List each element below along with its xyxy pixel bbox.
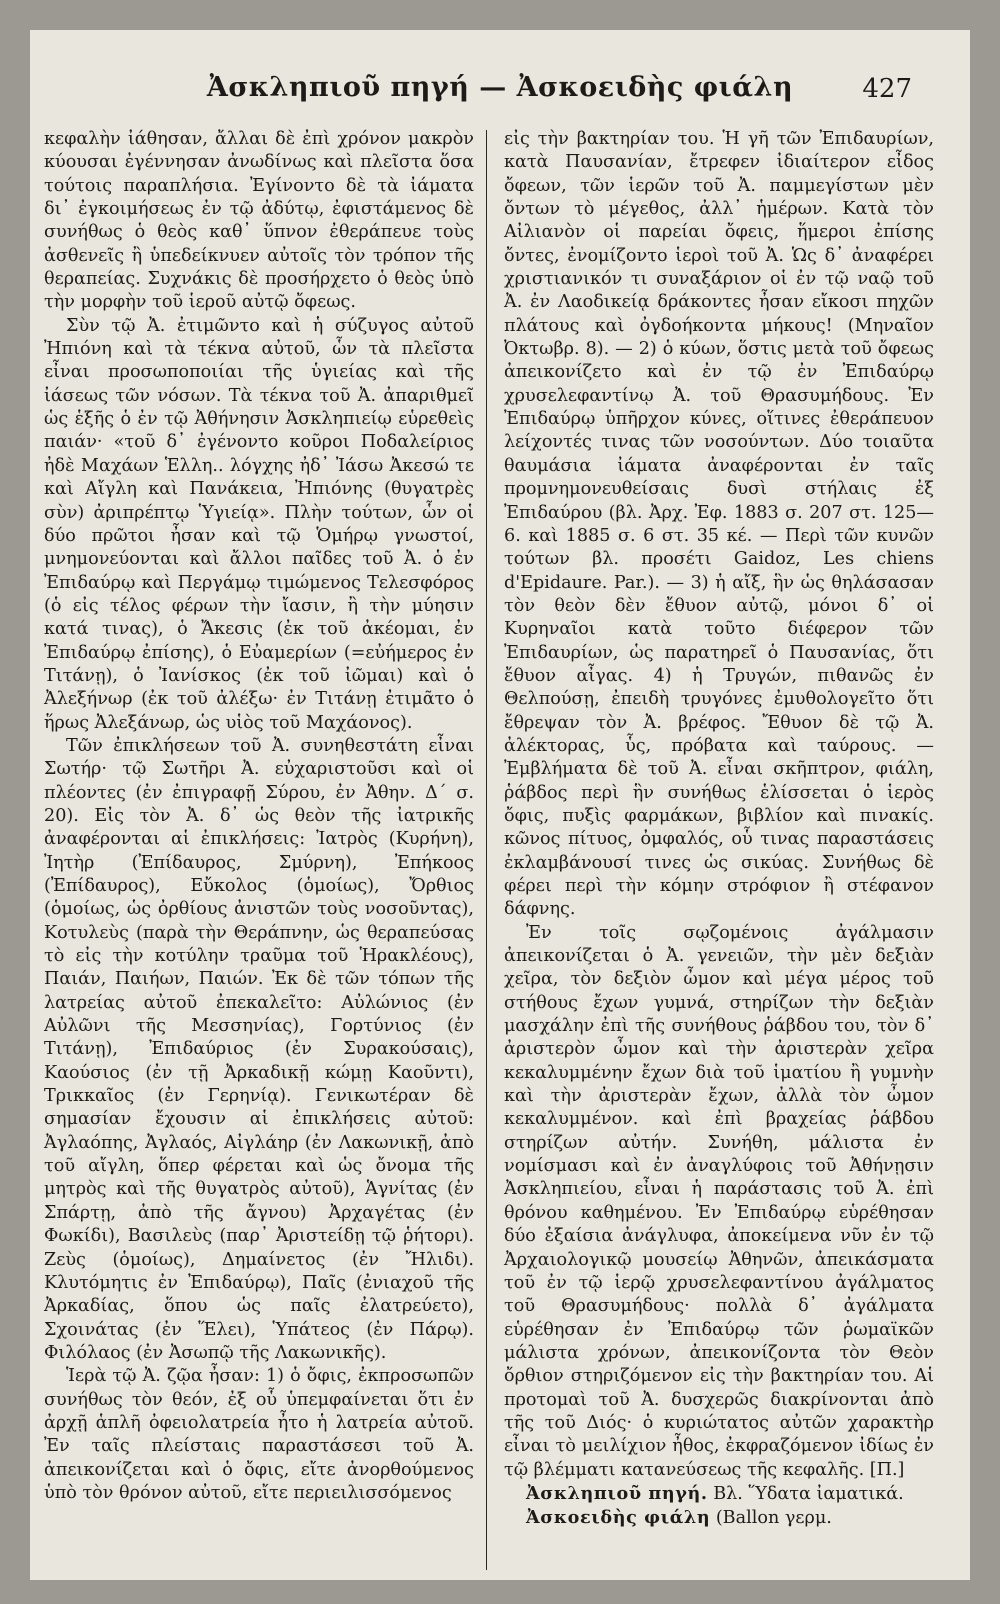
- running-title: Ἀσκληπιοῦ πηγή — Ἀσκοειδὴς φιάλη: [206, 72, 794, 103]
- paragraph: Σὺν τῷ Ἀ. ἐτιμῶντο καὶ ἡ σύζυγος αὐτοῦ Ἠπιόνη καὶ τὰ τέκνα αὐτοῦ, ὧν τὰ πλεῖστα εἶναι προσωποποιίαι τῆς ὑγιείας καὶ τῆς ἰάσεως τῶν νόσων. Τὰ τέκνα τοῦ Ἀ. ἀπαριθμεῖ ὡς ἑξῆς ὁ ἐν τῷ Ἀθήνησιν Ἀσκληπιείῳ εὑρεθεὶς παιάν· «τοῦ δ᾽ ἐγένοντο κοῦροι Ποδαλείριος ἠδὲ Μαχάων Ἑλλη.. λόγχης ἠδ᾽ Ἰάσω Ἀκεσώ τε καὶ Αἴγλη καὶ Πανάκεια, Ἠπιόνης (θυγατρὲς σὺν) ἀριπρέπτῳ Ὑγιείᾳ». Πλὴν τούτων, ὧν οἱ δύο πρῶτοι ἦσαν καὶ τῷ Ὁμήρῳ γνωστοί, μνημονεύονται καὶ ἄλλοι παῖδες τοῦ Ἀ. ὁ ἐν Ἐπιδαύρῳ καὶ Περγάμῳ τιμώμενος Τελεσφόρος (ὁ εἰς τέλος φέρων τὴν ἴασιν, ἢ τὴν μύησιν κατά τινας), ὁ Ἄκεσις (ἐκ τοῦ ἀκέομαι, ἐν Ἐπιδαύρῳ ἐπίσης), ὁ Εὐαμερίων (=εὐήμερος ἐν Τιτάνῃ), ὁ Ἰανίσκος (ἐκ τοῦ ἰῶμαι) καὶ ὁ Ἀλεξήνωρ (ἐκ τοῦ ἀλέξω· ἐν Τιτάνῃ ἐτιμᾶτο ὁ ἥρως Ἀλεξάνωρ, ὡς υἱὸς τοῦ Μαχάονος).: [44, 315, 474, 733]
- column-divider: [486, 130, 487, 1570]
- entry-body: Βλ. Ὕδατα ἰαματικά.: [713, 1483, 904, 1504]
- right-column: [504, 128, 934, 1531]
- entry-headword: Ἀσκοειδὴς φιάλη: [526, 1507, 711, 1529]
- book-page: [30, 30, 970, 1580]
- left-column: [44, 128, 474, 1505]
- entry-body: (Ballon γερμ.: [715, 1508, 832, 1529]
- paragraph: κεφαλὴν ἰάθησαν, ἄλλαι δὲ ἐπὶ χρόνον μακρὸν κύουσαι ἐγέννησαν ἀνωδίνως καὶ πλεῖστα ὅσα τούτοις παραπλήσια. Ἐγίνοντο δὲ τὰ ἰάματα δι᾽ ἐγκοιμήσεως ἐν τῷ ἀδύτῳ, ἐφιστάμενος δὲ συνήθως ὁ θεὸς καθ᾽ ὕπνον ἐθεράπευε τοὺς ἀσθενεῖς ἢ ὑπεδείκνυεν αὐτοῖς τὸν τρόπον τῆς θεραπείας. Συχνάκις δὲ προσήρχετο ὁ θεὸς ὑπὸ τὴν μορφὴν τοῦ ἱεροῦ αὐτῷ ὄφεως.: [44, 129, 474, 313]
- paragraph: Ἐν τοῖς σῳζομένοις ἀγάλμασιν ἀπεικονίζεται ὁ Ἀ. γενειῶν, τὴν μὲν δεξιὰν χεῖρα, τὸν δεξιὸν ὦμον καὶ μέγα μέρος τοῦ στήθους ἔχων γυμνά, στηρίζων τὴν δεξιὰν μασχάλην ἐπὶ τῆς συνήθους ῥάβδου του, τὸν δ᾽ ἀριστερὸν ὦμον καὶ τὴν ἀριστερὰν χεῖρα κεκαλυμμένην ἔχων διὰ τοῦ ἱματίου ἢ γυμνὴν καὶ τὴν ἀριστερὰν ἔχων, ἀλλὰ τὸν ὦμον κεκαλυμμένον. καὶ ἐπὶ βραχείας ῥάβδου στηρίζων αὐτήν. Συνήθη, μάλιστα ἐν νομίσμασι καὶ ἐν ἀναγλύφοις τοῦ Ἀθήνῃσιν Ἀσκληπιείου, εἶναι ἡ παράστασις τοῦ Ἀ. ἐπὶ θρόνου καθημένου. Ἐν Ἐπιδαύρῳ εὑρέθησαν δύο ἐξαίσια ἀνάγλυφα, ἀποκείμενα νῦν ἐν τῷ Ἀρχαιολογικῷ μουσείῳ Ἀθηνῶν, ἀπεικάσματα τοῦ ἐν τῷ ἱερῷ χρυσελεφαντίνου ἀγάλματος τοῦ Θρασυμήδους· πολλὰ δ᾽ ἀγάλματα εὑρέθησαν ἐν Ἐπιδαύρῳ τῶν ῥωμαϊκῶν μάλιστα χρόνων, ἀπεικονίζοντα τὸν Θεὸν ὄρθιον στηριζόμενον εἰς τὴν βακτηρίαν του. Αἱ προτομαὶ τοῦ Ἀ. δυσχερῶς διακρίνονται ἀπὸ τῆς τοῦ Διός· ὁ κυριώτατος αὐτῶν χαρακτὴρ εἶναι τὸ μειλίχιον ἦθος, ἐκφραζόμενον ἰδίως ἐν τῷ βλέμματι κατανεύσεως τῆς κεφαλῆς. [Π.]: [504, 922, 934, 1480]
- paragraph: εἰς τὴν βακτηρίαν του. Ἡ γῆ τῶν Ἐπιδαυρίων, κατὰ Παυσανίαν, ἔτρεφεν ἰδιαίτερον εἶδος ὄφεων, τῶν ἱερῶν τοῦ Ἀ. παμμεγίστων μὲν ὄντων τὸ μέγεθος, ἀλλ᾽ ἡμέρων. Κατὰ τὸν Αἰλιανὸν οἱ παρείαι ὄφεις, ἥμεροι ἐπίσης ὄντες, ἐνομίζοντο ἱεροὶ τοῦ Ἀ. Ὡς δ᾽ ἀναφέρει χριστιανικόν τι συναξάριον οἱ ἐν τῷ ναῷ τοῦ Ἀ. ἐν Λαοδικείᾳ δράκοντες ἦσαν εἴκοσι πηχῶν πλάτους καὶ ὀγδοήκοντα μήκους! (Μηναῖον Ὀκτωβρ. 8). — 2) ὁ κύων, ὅστις μετὰ τοῦ ὄφεως ἀπεικονίζετο καὶ ἐν τῷ ἐν Ἐπιδαύρῳ χρυσελεφαντίνῳ Ἀ. τοῦ Θρασυμήδους. Ἐν Ἐπιδαύρῳ ὑπῆρχον κύνες, οἵτινες ἐθεράπευον λείχοντές τινας τῶν νοσούντων. Δύο τοιαῦτα θαυμάσια ἰάματα ἀναφέρονται ἐν ταῖς προμνημονευθείσαις δυσὶ στήλαις ἐξ Ἐπιδαύρου (βλ. Ἀρχ. Ἐφ. 1883 σ. 207 στ. 125—6. καὶ 1885 σ. 6 στ. 35 κέ. — Περὶ τῶν κυνῶν τούτων βλ. προσέτι Gaidoz, Les chiens d'Epidaure. Par.). — 3) ἡ αἴξ, ἣν ὡς θηλάσασαν τὸν θεὸν δὲν ἔθυον αὐτῷ, μόνοι δ᾽ οἱ Κυρηναῖοι κατὰ τοῦτο διέφερον τῶν Ἐπιδαυρίων, ὡς παρατηρεῖ ὁ Παυσανίας, ὅτι ἔθυον αἶγας. 4) ἡ Τρυγών, πιθανῶς ἐν Θελπούσῃ, ἐπειδὴ τρυγόνες ἐμυθολογεῖτο ὅτι ἔθρεψαν τὸν Ἀ. βρέφος. Ἔθυον δὲ τῷ Ἀ. ἀλέκτορας, ὗς, πρόβατα καὶ ταύρους. — Ἐμβλήματα δὲ τοῦ Ἀ. εἶναι σκῆπτρον, φιάλη, ῥάβδος περὶ ἣν συνήθως ἑλίσσεται ὁ ἱερὸς ὄφις, πυξὶς φαρμάκων, βιβλίον καὶ πινακίς. κῶνος πίτυος, ὀμφαλός, οὗ τινας παραστάσεις ἐκλαμβάνουσί τινες ὡς σικύας. Συνήθως δὲ φέρει περὶ τὴν κόμην στρόφιον ἢ στέφανον δάφνης.: [504, 129, 934, 920]
- paragraph: Τῶν ἐπικλήσεων τοῦ Ἀ. συνηθεστάτη εἶναι Σωτήρ· τῷ Σωτῆρι Ἀ. εὐχαριστοῦσι καὶ οἱ πλέοντες (ἐν ἐπιγραφῇ Σύρου, ἐν Ἀθην. Δ΄ σ. 20). Εἰς τὸν Ἀ. δ᾽ ὡς θεὸν τῆς ἰατρικῆς ἀναφέρονται αἱ ἐπικλήσεις: Ἰατρὸς (Κυρήνη), Ἰητὴρ (Ἐπίδαυρος, Σμύρνη), Ἐπήκοος (Ἐπίδαυρος), Εὔκολος (ὁμοίως), Ὄρθιος (ὁμοίως, ὡς ὀρθίους ἀνιστῶν τοὺς νοσοῦντας), Κοτυλεὺς (παρὰ τὴν Θεράπνην, ὡς θεραπεύσας τὸ εἰς τὴν κοτύλην τραῦμα τοῦ Ἡρακλέους), Παιάν, Παιήων, Παιών. Ἐκ δὲ τῶν τόπων τῆς λατρείας αὐτοῦ ἐπεκαλεῖτο: Αὐλώνιος (ἐν Αὐλῶνι τῆς Μεσσηνίας), Γορτύνιος (ἐν Τιτάνῃ), Ἐπιδαύριος (ἐν Συρακούσαις), Καούσιος (ἐν τῇ Ἀρκαδικῇ κώμῃ Καοῦντι), Τρικκαῖος (ἐν Γερηνίᾳ). Γενικωτέραν δὲ σημασίαν ἔχουσιν αἱ ἐπικλήσεις αὐτοῦ: Ἀγλαόπης, Ἀγλαός, Αἰγλάηρ (ἐν Λακωνικῇ, ἀπὸ τοῦ αἴγλη, ὅπερ φέρεται καὶ ὡς ὄνομα τῆς μητρὸς καὶ τῆς θυγατρὸς αὐτοῦ), Ἁγνίτας (ἐν Σπάρτῃ, ἀπὸ τῆς ἄγνου) Ἀρχαγέτας (ἐν Φωκίδι), Βασιλεὺς (παρ᾽ Ἀριστείδῃ τῷ ῥήτορι). Ζεὺς (ὁμοίως), Δημαίνετος (ἐν Ἤλιδι). Κλυτόμητις ἐν Ἐπιδαύρῳ), Παῖς (ἐνιαχοῦ τῆς Ἀρκαδίας, ὅπου ὡς παῖς ἐλατρεύετο), Σχοινάτας (ἐν Ἕλει), Ὑπάτεος (ἐν Πάρῳ). Φιλόλαος (ἐν Ἀσωπῷ τῆς Λακωνικῆς).: [44, 735, 474, 1363]
- entry: [504, 1506, 934, 1530]
- entry-headword: Ἀσκληπιοῦ πηγή.: [526, 1482, 708, 1504]
- page-header: [30, 72, 970, 112]
- page-number: 427: [862, 74, 912, 104]
- entry: [504, 1482, 934, 1506]
- paragraph: Ἱερὰ τῷ Ἀ. ζῷα ἦσαν: 1) ὁ ὄφις, ἐκπροσωπῶν συνήθως τὸν θεόν, ἐξ οὗ ὑπεμφαίνεται ὅτι ἐν ἀρχῇ ἁπλῆ ὀφειολατρεία ἦτο ἡ λατρεία αὐτοῦ. Ἐν ταῖς πλείσταις παραστάσεσι τοῦ Ἀ. ἀπεικονίζεται καὶ ὁ ὄφις, εἴτε ἀνορθούμενος ὑπὸ τὸν θρόνον αὐτοῦ, εἴτε περιειλισσόμενος: [44, 1366, 474, 1503]
